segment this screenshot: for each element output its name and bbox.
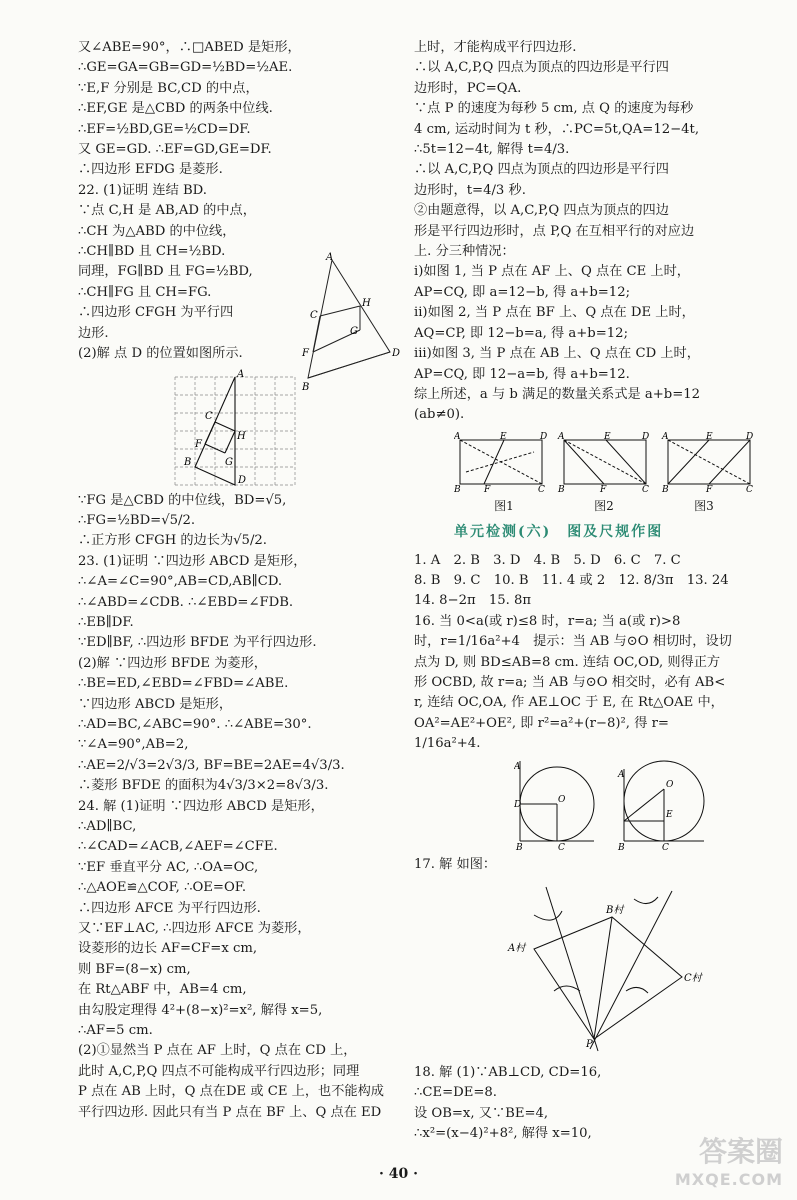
caption-fig2: 图2 [594,498,614,513]
left-lines-line: (2)解 点 D 的位置如图所示. [78,346,243,362]
left-lines2-line: ∵∠A=90°,AB=2, [78,737,189,753]
svg-text:B: B [302,382,310,392]
left-lines2-line: ∴AE=2/√3=2√3/3, BF=BE=2AE=4√3/3. [78,757,345,773]
right-lines-line: ∴以 A,C,P,Q 四点为顶点的四边形是平行四 [414,60,669,76]
watermark-url: MXQE.COM [674,1170,783,1189]
left-lines2-line: ∴FG=½BD=√5/2. [78,512,196,528]
left-lines2-line: 又∵EF⊥AC, ∴四边形 AFCE 为菱形， [78,921,311,937]
left-lines2-line: ∴正方形 CFGH 的边长为√5/2. [78,533,267,549]
svg-text:B: B [558,484,565,492]
svg-text:C: C [558,842,565,851]
left-lines-line: ∴四边形 CFGH 为平行四 [78,305,234,321]
svg-text:D: D [392,348,400,359]
right-lines-line: 上时，才能构成平行四边形. [414,40,577,55]
left-lines-line: 22. (1)证明 连结 BD. [78,182,207,198]
svg-text:G: G [225,456,233,468]
left-lines2-line: ∴∠CAD=∠ACB,∠AEF=∠CFE. [78,839,278,855]
construction-figure [494,879,784,1059]
left-lines-line: ∴CH 为△ABD 的中位线， [78,223,236,239]
svg-text:F: F [195,438,202,450]
q17-text: 17. 解 如图： [414,856,497,872]
left-lines2-line: ∵ED∥BF, ∴四边形 BFDE 为平行四边形. [78,635,317,651]
q18-line: 设 OB=x, 又∵BE=4, [414,1105,549,1121]
q18-line: ∴x²=(x−4)²+8², 解得 x=10, [414,1126,592,1142]
svg-text:D: D [514,799,522,810]
left-lines2-line: ∴四边形 AFCE 为平行四边形. [78,900,261,916]
figure-captions [454,496,754,516]
left-lines2-line: ∴AD∥BC, [78,819,137,834]
left-lines2-line: 24. 解 (1)证明 ∵四边形 ABCD 是矩形， [78,798,324,814]
svg-text:O: O [666,779,674,790]
left-lines2-line: ∵四边形 ABCD 是矩形， [78,696,233,712]
caption-fig3: 图3 [694,498,714,513]
svg-text:A: A [514,761,521,772]
village-b-label: B村 [606,905,624,916]
svg-text:C: C [205,410,213,422]
svg-text:F: F [302,348,309,359]
left-lines-line: ∵点 C,H 是 AB,AD 的中点， [78,203,256,219]
right-text-block-1 [414,38,784,426]
answers-line: 时，r=1/16a²+4 提示：当 AB 与⊙O 相切时，设切 [414,634,732,650]
left-lines2-line: 由勾股定理得 4²+(8−x)²=x², 解得 x=5, [78,1002,323,1018]
left-lines2-line: (2)①显然当 P 点在 AF 上时，Q 点在 CD 上， [78,1043,357,1059]
svg-text:B: B [454,484,461,492]
watermark-logo [674,1135,783,1194]
left-lines-line: ∴CH∥FG 且 CH=FG. [78,284,212,300]
right-lines-line: AP=CQ, 即 a=12−b, 得 a+b=12; [414,284,631,300]
left-lines2-line: ∴AF=5 cm. [78,1023,153,1039]
left-lines2-line: 则 BF=(8−x) cm, [78,961,191,977]
left-lines2-line: ∴菱形 BFDE 的面积为4√3/3×2=8√3/3. [78,778,329,794]
answers-line: 1/16a²+4. [414,736,481,752]
left-lines2-line: ∴AD=BC,∠ABC=90°. ∴∠ABE=30°. [78,716,312,732]
svg-text:D: D [238,474,247,486]
svg-text:A: A [454,431,461,442]
right-lines-line: 4 cm, 运动时间为 t 秒，∴PC=5t,QA=12−4t, [414,121,700,137]
watermark-text: 答案圈 [698,1135,783,1168]
right-lines-line: (ab≠0). [414,407,465,423]
svg-text:C: C [310,310,318,321]
caption-fig1: 图1 [494,498,514,513]
right-lines-line: 边形时，t=4/3 秒. [414,182,526,198]
village-c-label: C村 [684,973,702,984]
svg-text:A: A [326,252,334,263]
left-lines-line: ∴CH∥BD 且 CH=½BD. [78,244,226,260]
q18-line: 18. 解 (1)∵AB⊥CD, CD=16, [414,1065,602,1080]
q18-line: ∴CE=DE=8. [414,1085,497,1101]
svg-text:A: A [558,431,565,442]
right-lines-line: 上. 分三种情况： [414,244,515,260]
left-lines-line: 边形. [78,325,109,341]
left-lines2-line: ∴△AOE≌△COF, ∴OE=OF. [78,880,247,896]
right-column [414,38,784,1145]
svg-text:E: E [666,809,673,820]
answers-block [414,551,784,755]
left-lines2-line: 在 Rt△ABF 中，AB=4 cm, [78,982,247,998]
svg-text:F: F [484,484,491,492]
svg-text:F: F [600,484,607,492]
left-lines-line: 又∠ABE=90°，∴□ABED 是矩形， [78,40,301,55]
svg-text:H: H [237,430,246,442]
left-lines2-line: ∴∠ABD=∠CDB. ∴∠EBD=∠FDB. [78,594,294,610]
circle-figures [514,759,784,851]
svg-text:C: C [746,484,753,492]
left-lines2-line: 设菱形的边长 AF=CF=x cm, [78,941,258,957]
answers-line: 点为 D, 则 BD≤AB=8 cm. 连结 OC,OD, 则得正方 [414,654,721,670]
right-lines-line: i)如图 1, 当 P 点在 AF 上、Q 点在 CE 上时， [414,264,690,280]
right-lines-line: AQ=CP, 即 12−b=a, 得 a+b=12; [414,325,629,341]
left-lines2-line: ∵FG 是△CBD 的中位线，BD=√5, [78,492,287,508]
right-lines-line: ∵点 P 的速度为每秒 5 cm, 点 Q 的速度为每秒 [414,101,694,117]
svg-text:G: G [350,326,358,337]
left-lines-line: ∴四边形 EFDG 是菱形. [78,162,223,178]
left-lines2-line: 此时 A,C,P,Q 四点不可能构成平行四边形；同理 [78,1063,360,1079]
left-lines2-line: ∴EB∥DF. [78,614,134,630]
svg-text:E: E [500,431,507,442]
right-lines-line: ∴以 A,C,P,Q 四点为顶点的四边形是平行四 [414,162,669,178]
svg-text:A: A [662,431,669,442]
left-lines2-line: (2)解 ∵四边形 BFDE 为菱形， [78,655,267,671]
left-lines-line: ∴EF,GE 是△CBD 的两条中位线. [78,101,273,117]
svg-text:D: D [642,431,650,442]
svg-text:B: B [618,842,625,851]
right-lines-line: 形是平行四边形时，点 P,Q 在互相平行的对应边 [414,223,695,239]
answers-line: r, 连结 OC,OA, 作 AE⊥OC 于 E, 在 Rt△OAE 中， [414,695,724,711]
svg-text:A: A [237,368,245,380]
svg-text:E: E [706,431,713,442]
svg-text:D: D [746,431,754,442]
answers-line: 14. 8−2π 15. 8π [414,593,532,609]
svg-text:A: A [618,769,625,780]
q18-block [414,1063,784,1145]
svg-text:B: B [184,456,192,468]
left-text-block-2 [78,491,398,1124]
answers-line: 16. 当 0<a(或 r)≤8 时，r=a; 当 a(或 r)>8 [414,613,681,629]
left-lines2-line: ∴∠A=∠C=90°,AB=CD,AB∥CD. [78,574,283,590]
left-lines2-line: ∵EF 垂直平分 AC, ∴OA=OC, [78,859,259,875]
right-lines-line: AP=CQ, 即 12−a=b, 得 a+b=12. [414,366,630,382]
village-a-label: A村 [508,943,526,954]
section-title: 单元检测(六) 图及尺规作图 [454,524,664,541]
svg-text:H: H [362,298,371,309]
svg-text:C: C [642,484,649,492]
left-lines-line: 同理，FG∥BD 且 FG=½BD, [78,264,253,280]
left-lines2-line: P 点在 AB 上时，Q 点在DE 或 CE 上，也不能构成 [78,1084,384,1100]
svg-text:C: C [662,842,669,851]
right-lines-line: ii)如图 2, 当 P 点在 BF 上、Q 点在 DE 上时， [414,305,695,321]
right-lines-line: 边形时，PC=QA. [414,80,522,96]
svg-text:F: F [706,484,713,492]
left-column [78,38,398,1123]
answers-line: OA²=AE²+OE², 即 r²=a²+(r−8)², 得 r= [414,715,669,731]
left-lines-line: ∴GE=GA=GB=GD=½BD=½AE. [78,60,293,76]
right-lines-line: ②由题意得，以 A,C,P,Q 四点为顶点的四边 [414,203,669,219]
left-lines-line: ∴EF=½BD,GE=½CD=DF. [78,121,251,137]
svg-text:D: D [540,431,548,442]
left-lines2-line: 23. (1)证明 ∵四边形 ABCD 是矩形， [78,553,307,569]
left-lines-line: ∵E,F 分别是 BC,CD 的中点， [78,80,259,96]
svg-text:C: C [538,484,545,492]
left-lines2-line: 平行四边形. 因此只有当 P 点在 BF 上、Q 点在 ED [78,1104,382,1120]
page-number: · 40 · [379,1166,418,1182]
three-rectangles-figure [454,430,784,492]
point-p-label: P [586,1039,593,1050]
right-lines-line: 综上所述，a 与 b 满足的数量关系式是 a+b=12 [414,386,701,402]
right-lines-line: iii)如图 3, 当 P 点在 AB 上、Q 点在 CD 上时， [414,346,700,362]
answers-line: 8. B 9. C 10. B 11. 4 或 2 12. 8/3π 13. 24 [414,572,729,588]
svg-text:O: O [558,794,566,805]
triangle-figure [290,252,400,392]
svg-text:B: B [516,842,523,851]
svg-text:B: B [662,484,669,492]
left-lines-line: 又 GE=GD. ∴EF=GD,GE=DF. [78,142,272,158]
left-lines2-line: ∴BE=ED,∠EBD=∠FBD=∠ABE. [78,676,289,692]
svg-text:E: E [604,431,611,442]
right-lines-line: ∴5t=12−4t, 解得 t=4/3. [414,142,570,158]
answers-line: 1. A 2. B 3. D 4. B 5. D 6. C 7. C [414,552,681,568]
answers-line: 形 OCBD, 故 r=a; 当 AB 与⊙O 相交时，必有 AB< [414,674,726,690]
